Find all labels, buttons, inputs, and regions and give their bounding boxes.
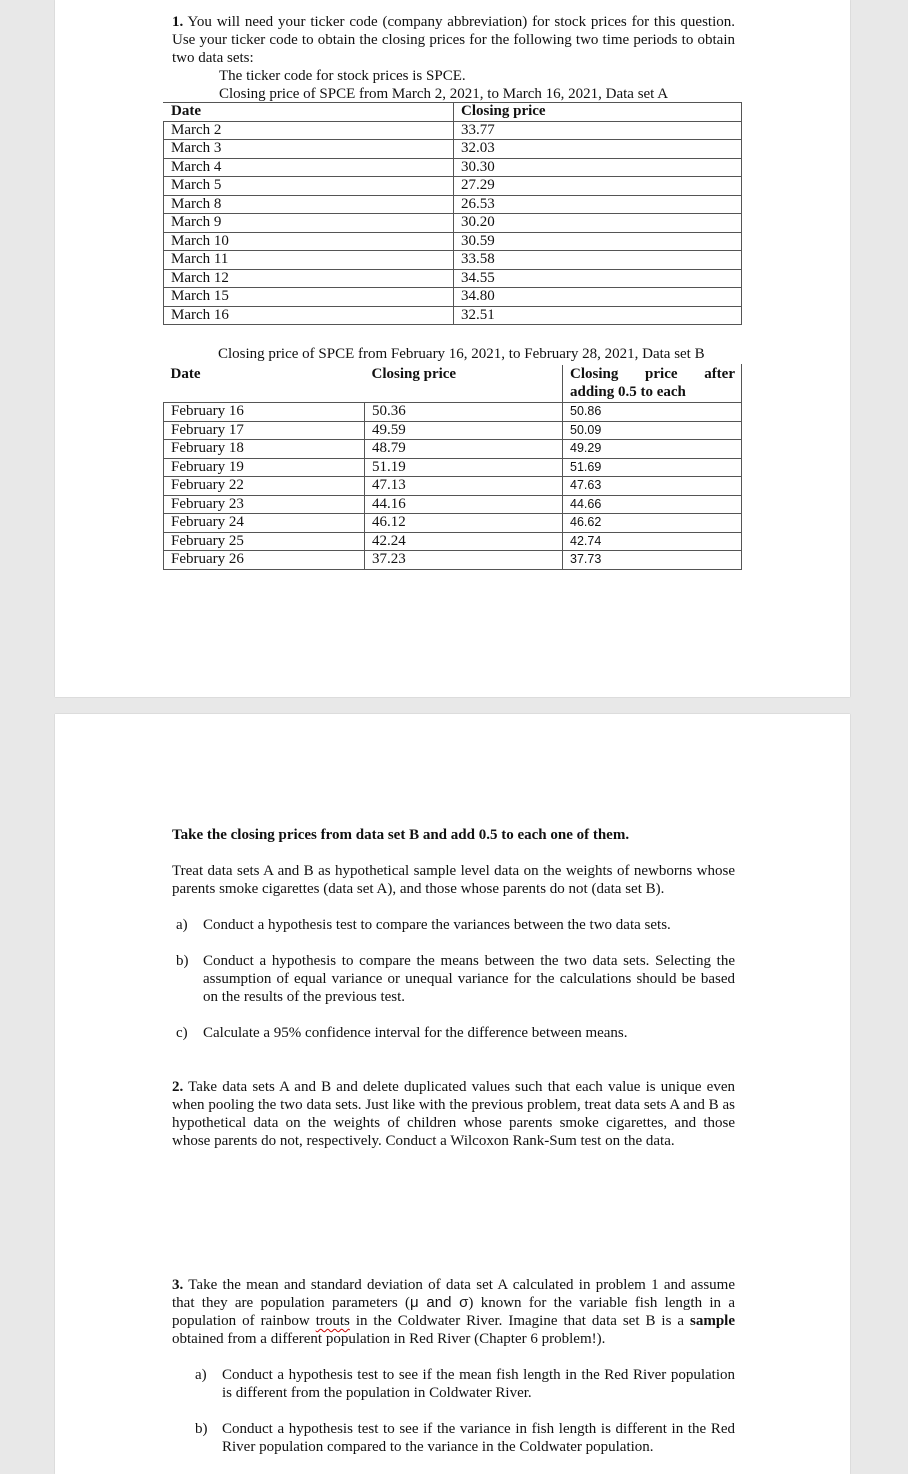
adjusted-price-cell: 42.74	[563, 532, 742, 551]
table-row	[164, 551, 742, 570]
table-b-header-date: Date	[164, 365, 365, 403]
price-cell: 33.77	[454, 121, 742, 140]
date-cell: March 10	[164, 232, 454, 251]
price-cell: 48.79	[365, 440, 563, 459]
adjusted-price-cell: 51.69	[563, 458, 742, 477]
data-set-a-table	[163, 102, 742, 325]
question-2-number: 2.	[172, 1079, 184, 1095]
date-cell: February 26	[164, 551, 365, 570]
instruction-text: Take the closing prices from data set B and add 0.5 to each one of them.	[172, 827, 630, 843]
adjusted-price-cell: 49.29	[563, 440, 742, 459]
table-b-header	[164, 365, 742, 403]
q1-item-c: c) Calculate a 95% confidence interval for the difference between means.	[176, 1025, 628, 1041]
price-cell: 34.80	[454, 288, 742, 307]
header3-word-2: price	[645, 366, 678, 382]
table-row	[164, 251, 742, 270]
table-row	[164, 121, 742, 140]
table-row	[164, 440, 742, 459]
q3-item-b: b) Conduct a hypothesis test to see if the variance in fish length is different in the Red River population compared to the variance in the Coldwater population.	[195, 1421, 735, 1455]
header3-word-1: Closing	[570, 366, 619, 382]
table-row	[164, 232, 742, 251]
table-row	[164, 306, 742, 325]
table-row	[164, 177, 742, 196]
date-cell: February 18	[164, 440, 365, 459]
date-cell: February 19	[164, 458, 365, 477]
date-cell: March 12	[164, 269, 454, 288]
table-row	[164, 158, 742, 177]
caption-a: Closing price of SPCE from March 2, 2021, to March 16, 2021, Data set A	[219, 86, 669, 102]
date-cell: March 9	[164, 214, 454, 233]
adjusted-price-cell: 46.62	[563, 514, 742, 533]
table-row	[164, 477, 742, 496]
price-cell: 42.24	[365, 532, 563, 551]
date-cell: February 23	[164, 495, 365, 514]
adjusted-price-cell: 50.86	[563, 403, 742, 422]
table-row	[164, 269, 742, 288]
header3-word-3: after	[704, 366, 735, 382]
question-3-number: 3.	[172, 1277, 184, 1293]
spellcheck-word-trouts: trouts	[315, 1313, 350, 1329]
date-cell: March 3	[164, 140, 454, 159]
price-cell: 37.23	[365, 551, 563, 570]
date-cell: March 2	[164, 121, 454, 140]
adjusted-price-cell: 47.63	[563, 477, 742, 496]
price-cell: 34.55	[454, 269, 742, 288]
price-cell: 30.20	[454, 214, 742, 233]
price-cell: 47.13	[365, 477, 563, 496]
price-cell: 44.16	[365, 495, 563, 514]
price-cell: 27.29	[454, 177, 742, 196]
date-cell: February 22	[164, 477, 365, 496]
table-a-header-date: Date	[164, 103, 454, 122]
q3-item-a: a) Conduct a hypothesis test to see if the mean fish length in the Red River population is different from the population in Coldwater River.	[195, 1367, 735, 1401]
price-cell: 50.36	[365, 403, 563, 422]
date-cell: February 16	[164, 403, 365, 422]
table-row	[164, 403, 742, 422]
table-row	[164, 495, 742, 514]
question-1-intro	[172, 13, 735, 103]
table-row	[164, 195, 742, 214]
price-cell: 46.12	[365, 514, 563, 533]
ticker-line: The ticker code for stock prices is SPCE.	[219, 68, 466, 84]
table-row	[164, 288, 742, 307]
data-set-b-table	[163, 364, 742, 570]
question-3: 3. Take the mean and standard deviation of data set A calculated in problem 1 and assume that they are population parameters (μ and σ) known for the variable fish length in a population of rainbow trouts in the Coldwater River. Imagine that data set B is a sample obtained from a different population in Red River (Chapter 6 problem!).	[172, 1277, 736, 1347]
question-1-number: 1.	[172, 14, 184, 30]
table-row	[164, 532, 742, 551]
price-cell: 30.30	[454, 158, 742, 177]
header3-line-2: adding 0.5 to each	[570, 384, 686, 400]
table-row	[164, 140, 742, 159]
price-cell: 30.59	[454, 232, 742, 251]
table-a-header-price: Closing price	[454, 103, 742, 122]
adjusted-price-cell: 37.73	[563, 551, 742, 570]
adjusted-price-cell: 44.66	[563, 495, 742, 514]
table-a-header	[164, 103, 742, 122]
date-cell: March 16	[164, 306, 454, 325]
price-cell: 49.59	[365, 421, 563, 440]
q1-item-b: b) Conduct a hypothesis to compare the means between the two data sets. Selecting the assumption of equal variance or unequal variance for the calculations should be based on the results of the previous test.	[176, 953, 735, 1005]
table-row	[164, 458, 742, 477]
page-1	[55, 0, 850, 697]
question-2: 2. Take data sets A and B and delete duplicated values such that each value is unique even when pooling the two data sets. Just like with the previous problem, treat data sets A and B as hypothetical data on the weights of children whose parents smoke cigarettes, and those whose parents do not, respectively. Conduct a Wilcoxon Rank-Sum test on the data.	[172, 1079, 735, 1149]
page-2	[55, 714, 850, 1474]
price-cell: 32.51	[454, 306, 742, 325]
date-cell: March 5	[164, 177, 454, 196]
date-cell: March 11	[164, 251, 454, 270]
date-cell: March 8	[164, 195, 454, 214]
price-cell: 26.53	[454, 195, 742, 214]
price-cell: 51.19	[365, 458, 563, 477]
treat-text: Treat data sets A and B as hypothetical sample level data on the weights of newborns whose parents smoke cigarettes (data set A), and those whose parents do not (data set B).	[172, 863, 735, 897]
date-cell: February 17	[164, 421, 365, 440]
price-cell: 32.03	[454, 140, 742, 159]
question-1-text: You will need your ticker code (company abbreviation) for stock prices for this question. Use your ticker code to obtain the closing prices for the following two time periods to obtain two data sets:	[172, 14, 735, 66]
date-cell: February 25	[164, 532, 365, 551]
table-row	[164, 514, 742, 533]
date-cell: March 4	[164, 158, 454, 177]
table-row	[164, 421, 742, 440]
date-cell: February 24	[164, 514, 365, 533]
table-b-header-price: Closing price	[365, 365, 563, 403]
table-row	[164, 214, 742, 233]
date-cell: March 15	[164, 288, 454, 307]
mu-sigma-symbols: μ and σ	[410, 1294, 469, 1311]
q1-item-a: a) Conduct a hypothesis test to compare the variances between the two data sets.	[176, 917, 671, 933]
table-b-header-adjusted	[563, 365, 742, 403]
price-cell: 33.58	[454, 251, 742, 270]
adjusted-price-cell: 50.09	[563, 421, 742, 440]
caption-b: Closing price of SPCE from February 16, 2021, to February 28, 2021, Data set B	[218, 346, 705, 362]
